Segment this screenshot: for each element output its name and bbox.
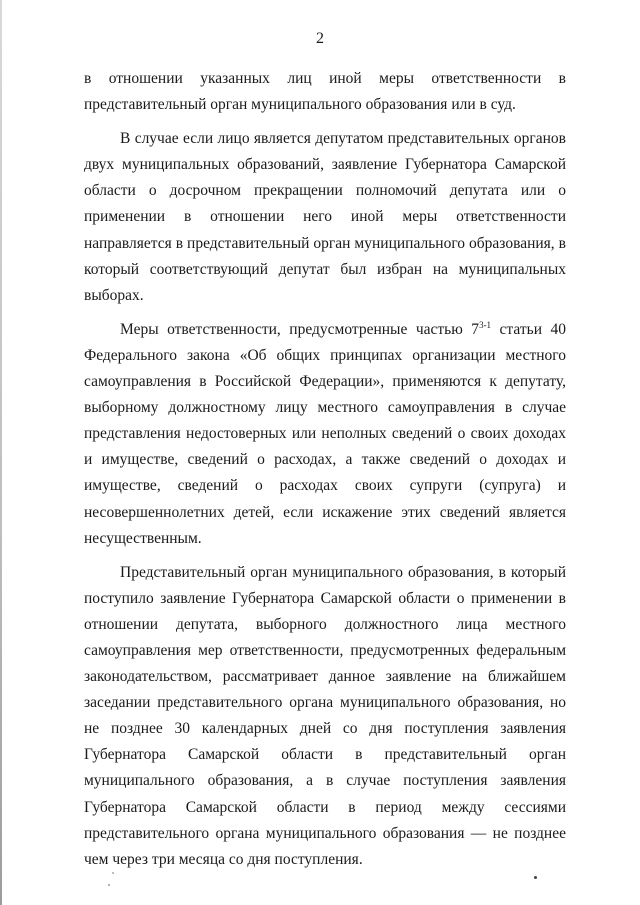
scan-speck: [534, 876, 537, 879]
scan-speck: [112, 872, 114, 874]
article-part-superscript: 3-1: [479, 319, 492, 330]
scan-edge-shadow: [0, 0, 2, 905]
paragraph-continuation: в отношении указанных лиц иной меры ответственности в представительный орган муниципального образования или в суд.: [84, 70, 566, 114]
document-body: [84, 66, 566, 873]
scan-speck: [108, 884, 110, 886]
page-number: 2: [316, 30, 324, 47]
paragraph-text-after: статьи 40 Федерального закона «Об общих принципах организации местного самоуправления в Российской Федерации», применяются к депутату, выборному должностному лицу местного самоуправления в случае представления недостоверных или неполных сведений о своих доходах и имуществе, сведений о расходах, а также сведений о доходах и имуществе, сведений о расходах своих супруги (супруга) и несовершеннолетних детей, если искажение этих сведений является несущественным.: [84, 320, 566, 547]
paragraph-text-before: Меры ответственности, предусмотренные частью 7: [120, 320, 480, 338]
paragraph-responsibility-measures: [84, 317, 566, 552]
paragraph-two-municipalities: В случае если лицо является депутатом представительных органов двух муниципальных образований, заявление Губернатора Самарской области о досрочном прекращении полномочий депутата или о применении в отношении него иной меры ответственности направляется в представительный орган муниципального образования, в который соответствующий депутат был избран на муниципальных выборах.: [84, 130, 566, 304]
paragraph-representative-body: Представительный орган муниципального образования, в который поступило заявление Губернатора Самарской области о применении в отношении депутата, выборного должностного лица местного самоуправления мер ответственности, предусмотренных федеральным законодательством, рассматривает данное заявление на ближайшем заседании представительного органа муниципального образования, но не позднее 30 календарных дней со дня поступления заявления Губернатора Самарской области в представительный орган муниципального образования, а в случае поступления заявления Губернатора Самарской области в период между сессиями представительного органа муниципального образования — не позднее чем через три месяца со дня поступления.: [84, 563, 566, 868]
